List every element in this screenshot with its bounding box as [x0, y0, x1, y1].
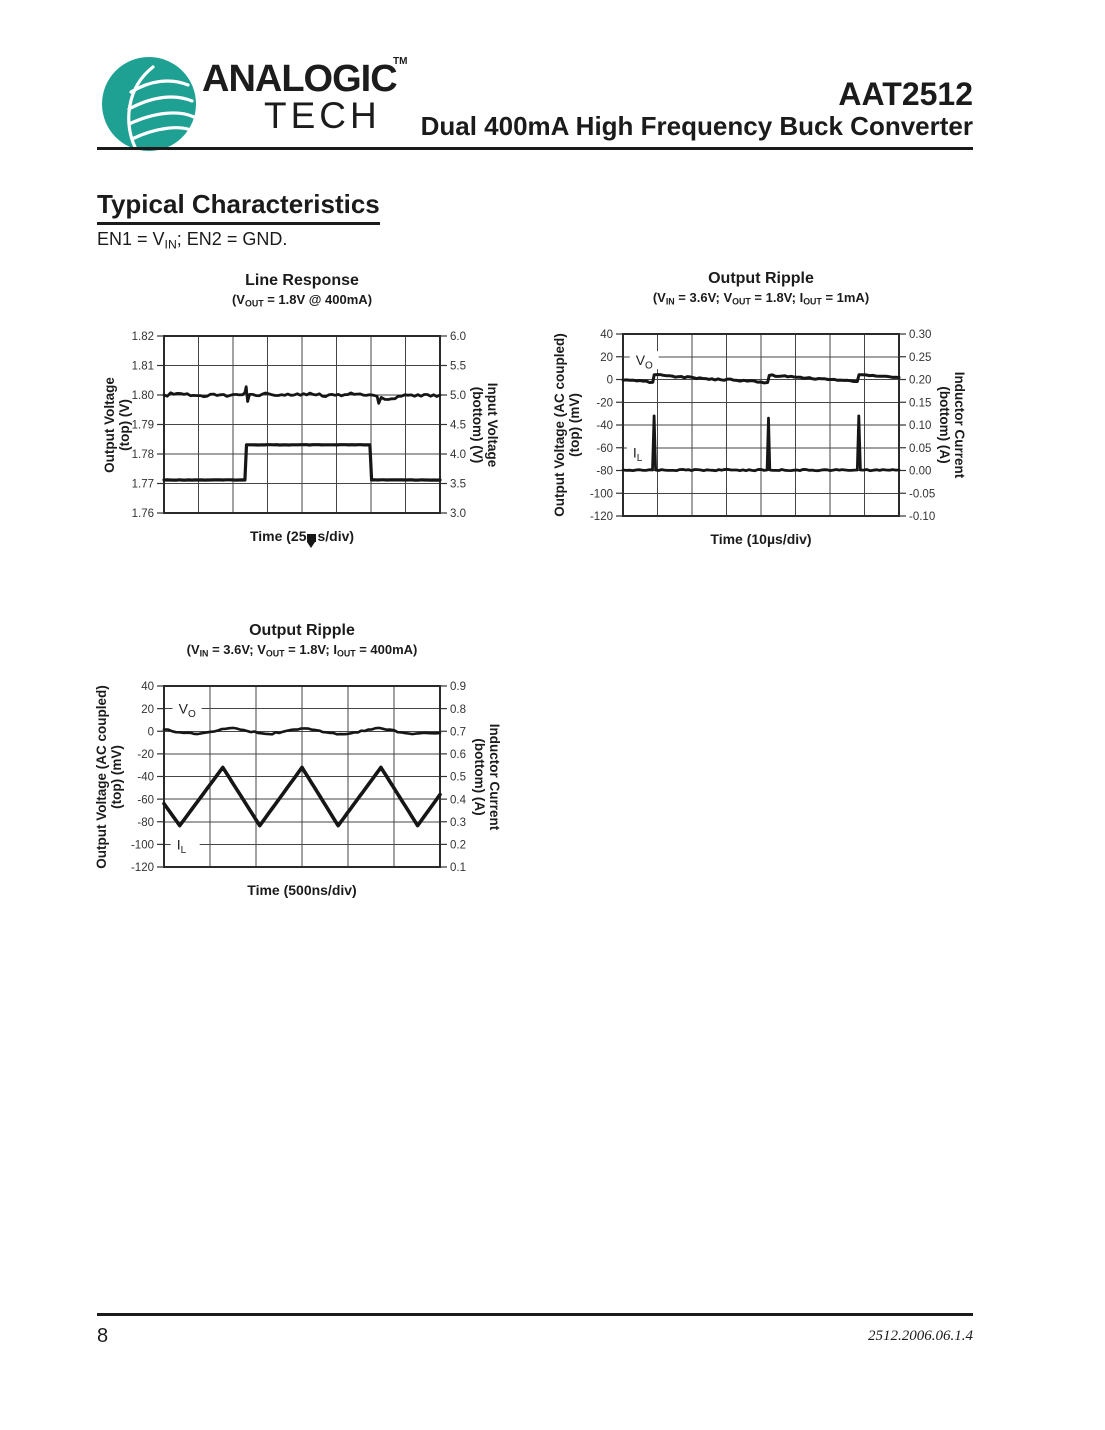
- left-tick-label: -120: [589, 511, 613, 524]
- left-tick-label: -120: [130, 862, 154, 875]
- y-axis-label-right: Inductor Current (bottom) (A): [472, 723, 502, 830]
- header-rule: [97, 147, 973, 150]
- right-tick-label: 0.15: [909, 397, 932, 410]
- right-tick-label: 0.30: [909, 329, 932, 342]
- y-axis-label-left: Output Voltage (AC coupled) (top) (mV): [94, 684, 124, 869]
- x-axis-label: Time (10µs/div): [710, 531, 812, 547]
- left-tick-label: -40: [596, 420, 613, 433]
- document-title: Dual 400mA High Frequency Buck Converter: [420, 111, 973, 141]
- y-axis-label-right: Input Voltage (bottom) (V): [470, 382, 500, 467]
- left-tick-label: -60: [596, 442, 613, 455]
- left-tick-label: 20: [600, 351, 613, 364]
- left-tick-label: -80: [596, 465, 613, 478]
- trace-label-IL: $I_L$: [632, 444, 643, 464]
- right-tick-label: -0.10: [909, 511, 936, 524]
- right-tick-label: 0.3: [450, 816, 466, 829]
- right-tick-label: 0.2: [450, 839, 466, 852]
- left-tick-label: 40: [600, 329, 613, 342]
- right-tick-label: 4.0: [450, 449, 466, 462]
- plot-area-line-response: [131, 331, 466, 521]
- chart-subtitle: ($V_{IN} = 3.6V$; $V_{OUT} = 1.8V$; $I_{OUT} = 400mA$): [186, 642, 418, 659]
- y-axis-label-right: Inductor Current (bottom) (A): [937, 371, 967, 479]
- page-number: 8: [97, 1325, 109, 1347]
- left-tick-label: -20: [137, 749, 154, 762]
- trace-label-VO: $V_O$: [635, 352, 653, 372]
- right-tick-label: 3.0: [450, 508, 466, 521]
- left-tick-label: 1.78: [131, 449, 154, 462]
- left-tick-label: 0: [606, 374, 613, 387]
- right-tick-label: 0.5: [450, 771, 466, 784]
- y-axis-label-left: Output Voltage (top) (V): [102, 376, 132, 473]
- logo-brand-top: ANALOGIC: [202, 58, 397, 100]
- right-tick-label: 0.7: [450, 726, 466, 739]
- y-axis-label-left: Output Voltage (AC coupled) (top) (mV): [552, 333, 582, 517]
- left-tick-label: -100: [130, 839, 154, 852]
- left-tick-label: 1.77: [131, 478, 154, 491]
- left-tick-label: 1.76: [131, 508, 154, 521]
- part-number: AAT2512: [838, 76, 973, 112]
- left-tick-label: 40: [141, 681, 154, 694]
- right-tick-label: 0.25: [909, 351, 932, 364]
- right-tick-label: 3.5: [450, 478, 466, 491]
- right-tick-label: -0.05: [909, 488, 936, 501]
- trace-label-VO: $V_O$: [178, 700, 196, 721]
- left-tick-label: 20: [141, 703, 154, 716]
- x-axis-label: Time (500ns/div): [247, 882, 357, 898]
- right-tick-label: 0.4: [450, 794, 466, 807]
- doc-revision-code: 2512.2006.06.1.4: [868, 1328, 973, 1344]
- chart-subtitle: ($V_{IN} = 3.6V$; $V_{OUT} = 1.8V$; $I_{OUT} = 1mA$): [652, 290, 870, 307]
- right-tick-label: 0.8: [450, 703, 466, 716]
- footer-rule: [97, 1313, 973, 1316]
- right-tick-label: 0.00: [909, 465, 932, 478]
- right-tick-label: 5.0: [450, 390, 466, 403]
- chart-title: Output Ripple: [249, 622, 355, 639]
- logo-brand-bottom: TECH: [264, 95, 381, 136]
- mu-glyph-artifact: [307, 534, 316, 542]
- left-tick-label: 1.82: [131, 331, 154, 344]
- left-tick-label: -40: [137, 771, 154, 784]
- right-tick-label: 5.5: [450, 360, 466, 373]
- right-tick-label: 6.0: [450, 331, 466, 344]
- chart-title: Line Response: [245, 272, 359, 289]
- x-axis-label: Time (25 s/div): [249, 528, 355, 544]
- left-tick-label: -80: [137, 816, 154, 829]
- left-tick-label: 0: [147, 726, 154, 739]
- right-tick-label: 0.9: [450, 681, 466, 694]
- left-tick-label: -100: [589, 488, 613, 501]
- trace-label-IL: $I_L$: [176, 836, 187, 856]
- plot-area-output-ripple-1ma: [589, 329, 936, 524]
- chart-title: Output Ripple: [708, 270, 814, 287]
- right-tick-label: 0.10: [909, 420, 932, 433]
- right-tick-label: 0.6: [450, 749, 466, 762]
- test-conditions: $EN1 = V_{IN}$; EN2 = GND.: [97, 229, 288, 252]
- right-tick-label: 0.20: [909, 374, 932, 387]
- left-tick-label: -20: [596, 397, 613, 410]
- left-tick-label: 1.81: [131, 360, 154, 373]
- analogictech-logo-leaf-icon: [99, 54, 199, 154]
- section-title: Typical Characteristics: [97, 189, 380, 225]
- left-tick-label: -60: [137, 794, 154, 807]
- left-tick-label: 1.80: [131, 390, 154, 403]
- right-tick-label: 0.1: [450, 862, 466, 875]
- left-tick-label: 1.79: [131, 419, 154, 432]
- right-tick-label: 4.5: [450, 419, 466, 432]
- logo-trademark: TM: [393, 56, 408, 67]
- chart-subtitle: ($V_{OUT} = 1.8V$ @ 400mA): [231, 292, 373, 309]
- right-tick-label: 0.05: [909, 442, 932, 455]
- plot-area-output-ripple-400ma: [130, 681, 466, 875]
